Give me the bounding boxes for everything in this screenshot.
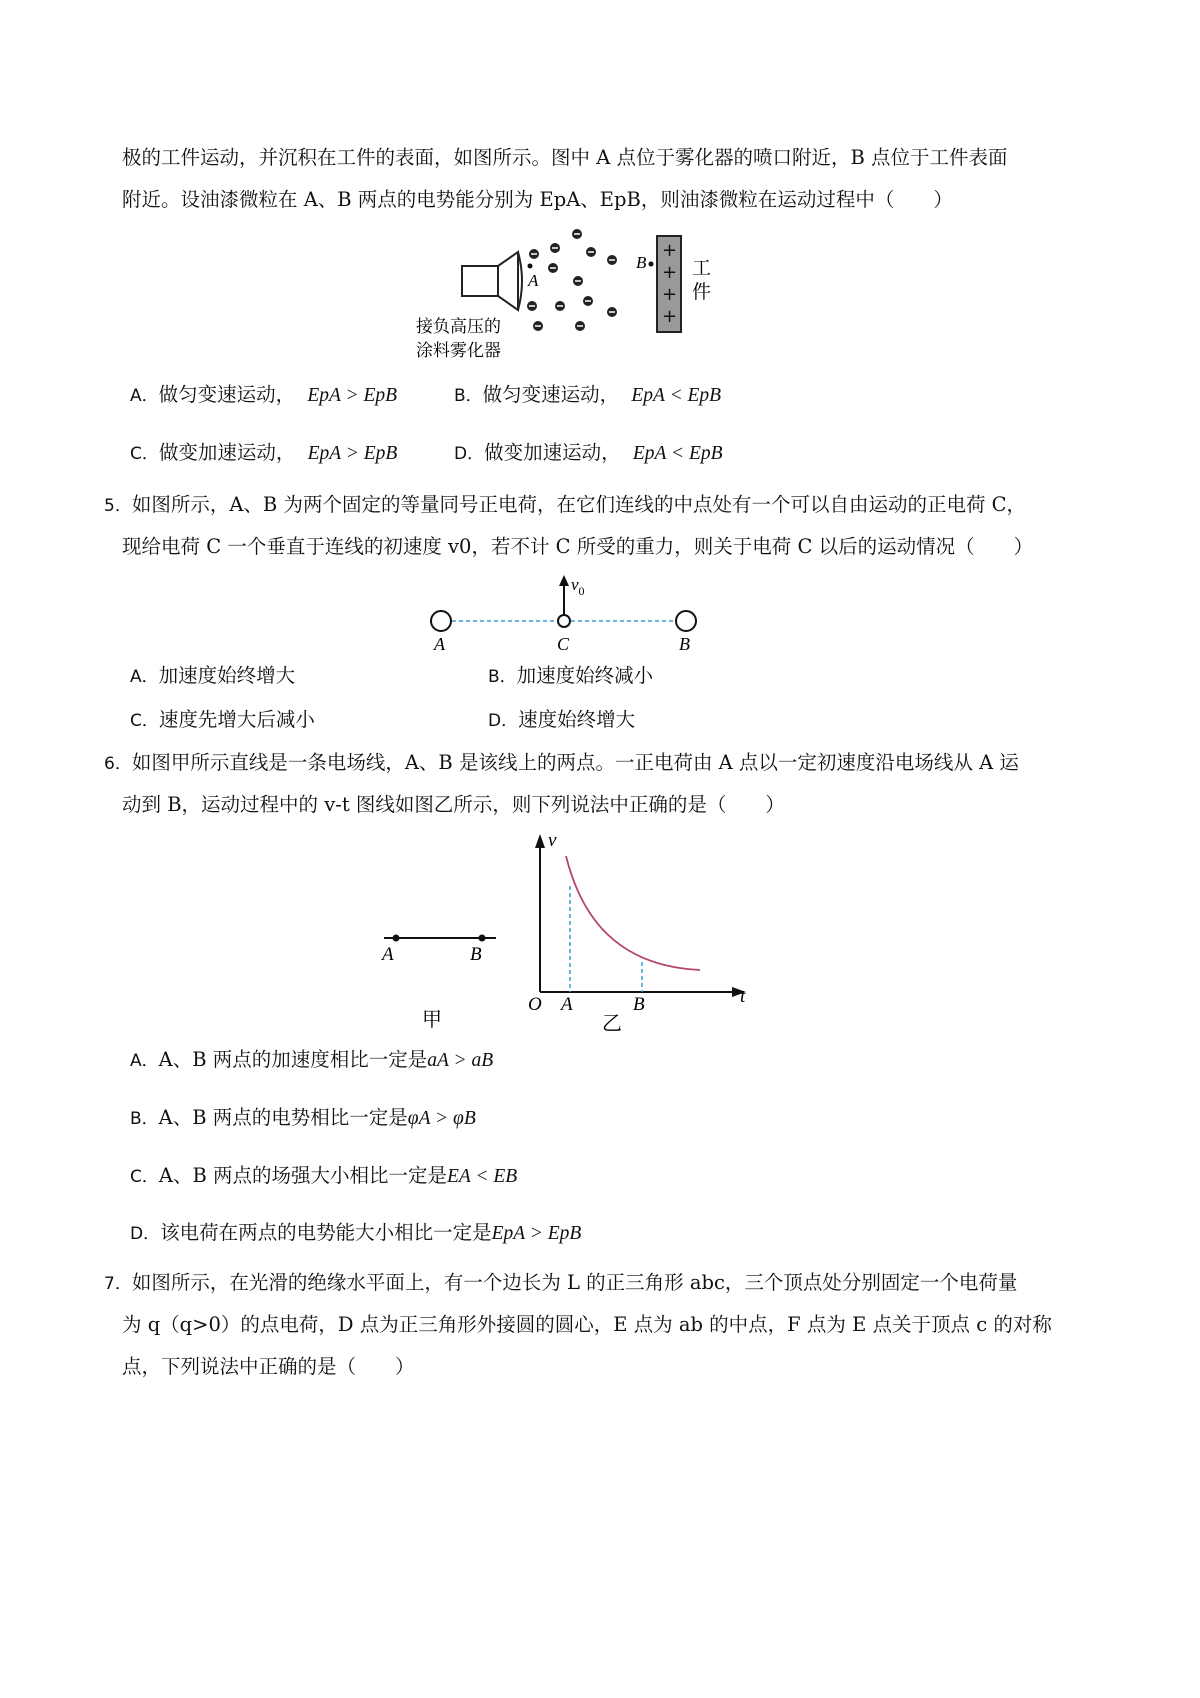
q5-option-a[interactable] bbox=[130, 662, 295, 691]
q5-stem-text: 如图所示，A、B 为两个固定的等量同号正电荷，在它们连线的中点处有一个可以自由运动的正电荷 C， bbox=[131, 493, 1027, 516]
sprayer-label-1: 接负高压的 bbox=[416, 317, 501, 337]
option-label: A． bbox=[130, 667, 159, 687]
option-label: A． bbox=[130, 1051, 159, 1071]
option-text: A、B 两点的电势相比一定是 bbox=[158, 1106, 408, 1129]
velocity-arrow-head bbox=[559, 575, 569, 586]
option-label: C． bbox=[130, 711, 159, 731]
plus-sign: + bbox=[662, 284, 678, 305]
label-yi: 乙 bbox=[602, 1011, 622, 1035]
negative-particles bbox=[527, 229, 617, 331]
particle bbox=[555, 301, 565, 311]
q5-figure-charges bbox=[420, 572, 710, 658]
particle bbox=[583, 296, 593, 306]
sprayer-body bbox=[462, 266, 498, 296]
option-text: 加速度始终减小 bbox=[516, 664, 654, 687]
q5-stem-line-2: 现给电荷 C 一个垂直于连线的初速度 v0，若不计 C 所受的重力，则关于电荷 C 以后的运动情况（ ） bbox=[122, 535, 1034, 558]
option-formula: φA > φB bbox=[407, 1108, 476, 1129]
q5-option-d[interactable] bbox=[488, 706, 635, 735]
label-b: B bbox=[470, 944, 482, 965]
option-label: D． bbox=[454, 444, 485, 464]
option-formula: EpA > EpB bbox=[307, 385, 398, 406]
plus-sign: + bbox=[662, 262, 678, 283]
particle bbox=[527, 301, 537, 311]
charge-b bbox=[676, 611, 696, 631]
q6-stem-line-1 bbox=[104, 749, 1019, 778]
q7-stem-line-1 bbox=[104, 1269, 1017, 1298]
plus-sign: + bbox=[662, 240, 678, 261]
plus-sign: + bbox=[662, 306, 678, 327]
option-text: 做匀变速运动， bbox=[158, 383, 296, 406]
q7-stem-text: 如图所示，在光滑的绝缘水平面上，有一个边长为 L 的正三角形 abc，三个顶点处分别固定一个电荷量 bbox=[131, 1271, 1018, 1294]
q6-stem-line-2: 动到 B，运动过程中的 v-t 图线如图乙所示，则下列说法中正确的是（ ） bbox=[122, 793, 785, 816]
q5-option-c[interactable] bbox=[130, 706, 315, 735]
option-text: 速度始终增大 bbox=[518, 708, 636, 731]
option-text: 做变加速运动， bbox=[158, 441, 296, 464]
label-c: C bbox=[557, 634, 570, 654]
option-text: A、B 两点的场强大小相比一定是 bbox=[158, 1164, 447, 1187]
label-jia: 甲 bbox=[422, 1007, 442, 1031]
option-formula: EpA > EpB bbox=[491, 1223, 582, 1244]
option-label: B． bbox=[130, 1109, 159, 1129]
axis-label-v: v bbox=[548, 830, 557, 851]
point-b-label: B bbox=[636, 253, 647, 272]
label-a: A bbox=[382, 944, 394, 965]
q5-option-b[interactable] bbox=[488, 662, 653, 691]
q6-option-d[interactable] bbox=[130, 1219, 581, 1248]
particle bbox=[529, 249, 539, 259]
workpiece-label-2: 件 bbox=[692, 281, 712, 303]
option-text: 做变加速运动， bbox=[484, 441, 621, 464]
sprayer-label-2: 涂料雾化器 bbox=[416, 341, 501, 361]
point-a-dot bbox=[393, 935, 400, 942]
axis-label-t: t bbox=[740, 986, 746, 1007]
label-a: A bbox=[434, 634, 445, 654]
q7-stem-line-3: 点，下列说法中正确的是（ ） bbox=[122, 1355, 415, 1378]
option-formula: EpA < EpB bbox=[631, 385, 722, 406]
sprayer-nozzle bbox=[498, 252, 518, 310]
particle bbox=[607, 255, 617, 265]
option-formula: EpA > EpB bbox=[307, 443, 398, 464]
option-label: D． bbox=[130, 1224, 161, 1244]
q6-option-b[interactable] bbox=[130, 1104, 476, 1133]
q6-option-a[interactable] bbox=[130, 1046, 493, 1075]
q7-stem-line-2: 为 q（q>0）的点电荷，D 点为正三角形外接圆的圆心，E 点为 ab 的中点，F 点为 E 点关于顶点 c 的对称 bbox=[122, 1313, 1052, 1336]
tick-a: A bbox=[561, 994, 573, 1015]
option-label: D． bbox=[488, 711, 519, 731]
particle bbox=[533, 321, 543, 331]
q6-option-c[interactable] bbox=[130, 1162, 517, 1191]
label-b: B bbox=[679, 634, 690, 654]
vt-curve bbox=[566, 856, 700, 970]
q4-option-d[interactable] bbox=[454, 439, 723, 468]
particle bbox=[550, 243, 560, 253]
option-label: C． bbox=[130, 444, 159, 464]
option-formula: EA < EB bbox=[447, 1166, 518, 1187]
q4-figure-sprayer bbox=[410, 222, 730, 372]
q4-option-c[interactable] bbox=[130, 439, 397, 468]
particle bbox=[586, 247, 596, 257]
option-text: A、B 两点的加速度相比一定是 bbox=[158, 1048, 428, 1071]
particle bbox=[548, 263, 558, 273]
question-number: 6． bbox=[104, 754, 132, 774]
q5-stem-line-1 bbox=[104, 491, 1026, 520]
question-number: 7． bbox=[104, 1274, 132, 1294]
point-b-dot bbox=[479, 935, 486, 942]
option-label: A． bbox=[130, 386, 159, 406]
option-label: C． bbox=[130, 1167, 159, 1187]
point-a-dot bbox=[528, 264, 533, 269]
option-text: 做匀变速运动， bbox=[482, 383, 620, 406]
q4-stem-line-1: 极的工件运动，并沉积在工件的表面，如图所示。图中 A 点位于雾化器的喷口附近，B 点位于工件表面 bbox=[122, 146, 1008, 169]
particle bbox=[575, 321, 585, 331]
v-axis-arrow bbox=[535, 834, 545, 848]
q4-option-b[interactable] bbox=[454, 381, 721, 410]
workpiece-label-1: 工 bbox=[692, 257, 712, 279]
question-number: 5． bbox=[104, 496, 132, 516]
point-a-label: A bbox=[528, 271, 539, 290]
option-text: 该电荷在两点的电势能大小相比一定是 bbox=[160, 1221, 492, 1244]
q4-option-a[interactable] bbox=[130, 381, 397, 410]
charge-a bbox=[431, 611, 451, 631]
option-label: B． bbox=[488, 667, 517, 687]
particle bbox=[573, 276, 583, 286]
origin-label: O bbox=[528, 994, 542, 1015]
v0-label: $v_0$ bbox=[571, 575, 585, 598]
point-b-dot bbox=[649, 262, 654, 267]
option-formula: aA > aB bbox=[427, 1050, 494, 1071]
option-text: 速度先增大后减小 bbox=[158, 708, 315, 731]
option-formula: EpA < EpB bbox=[632, 443, 723, 464]
q6-stem-text: 如图甲所示直线是一条电场线，A、B 是该线上的两点。一正电荷由 A 点以一定初速度沿电场线从 A 运 bbox=[131, 751, 1019, 774]
particle bbox=[572, 229, 582, 239]
q4-stem-line-2: 附近。设油漆微粒在 A、B 两点的电势能分别为 EpA、EpB，则油漆微粒在运动过程中（ ） bbox=[122, 188, 953, 211]
tick-b: B bbox=[633, 994, 645, 1015]
q6-figure bbox=[376, 826, 766, 1040]
option-text: 加速度始终增大 bbox=[158, 664, 296, 687]
option-label: B． bbox=[454, 386, 483, 406]
particle bbox=[607, 307, 617, 317]
charge-c bbox=[558, 615, 570, 627]
